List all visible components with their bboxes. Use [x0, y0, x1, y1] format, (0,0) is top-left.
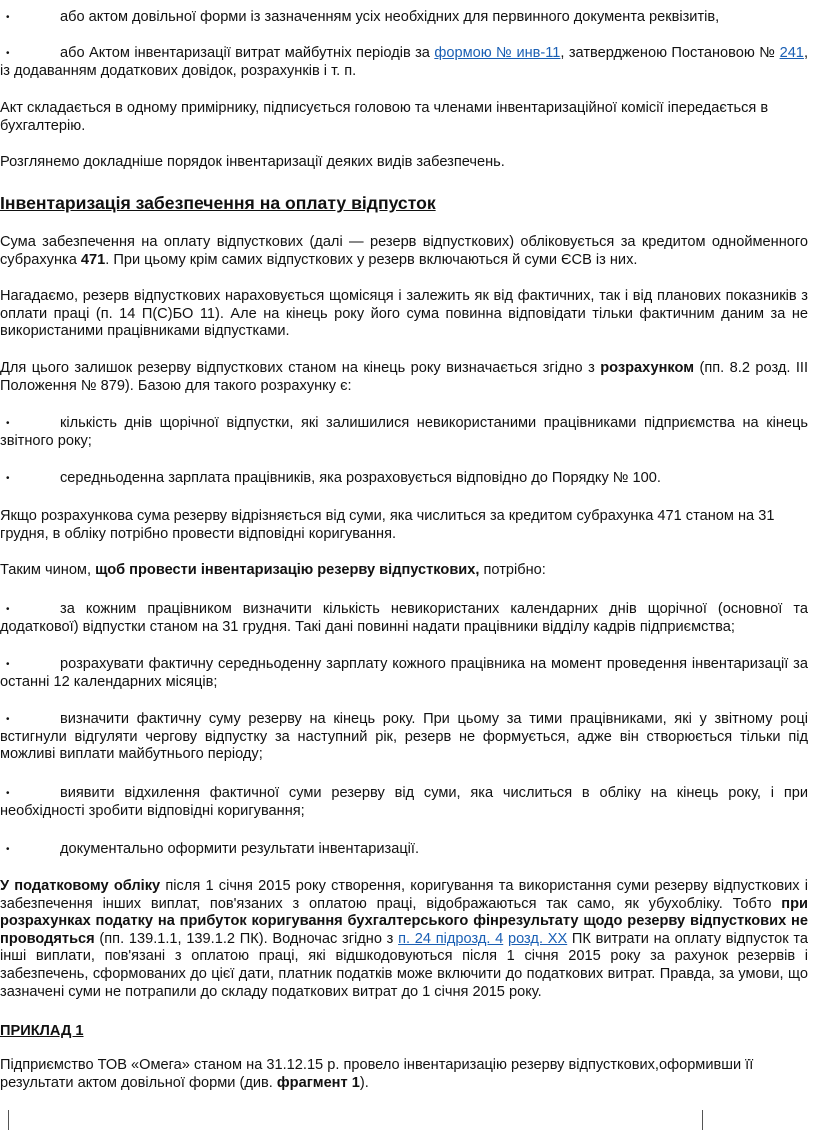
- list-item: [0, 9, 808, 27]
- text-run: ПК витрати на оплату відпусток та інші виплати, пов'язані з оплатою праці, які відшкодовуються після 1 січня 2015 року за рахунок резервів і забезпечень, сформованих до цієї дати, платник податків може включити до податкових витрат. Правда, за умови, що зазначені суми не потрапили до складу податкових витрат до 1 січня 2015 року.: [0, 930, 809, 1000]
- list-item: [0, 711, 808, 764]
- text-run: Підприємство ТОВ «Омега» станом на 31.12.15 р. провело інвентаризацію резерву відпусткових,оформивши її результати актом довільної форми (див.: [0, 1057, 754, 1091]
- list-item: [0, 841, 808, 859]
- list-item: [0, 470, 808, 488]
- text-run: потрібно:: [479, 562, 546, 578]
- text-run: Сума забезпечення на оплату відпусткових (далі — резерв відпусткових) обліковується за кредитом однойменного субрахунка: [0, 234, 808, 268]
- list-item-text: кількість днів щорічної відпустки, які залишилися невикористаними працівниками підприємства на кінець звітного року;: [0, 415, 808, 449]
- paragraph-balance: [0, 360, 808, 395]
- text-run: (пп. 139.1.1, 139.1.2 ПК). Водночас згідно з: [94, 930, 399, 947]
- paragraph-remind: Нагадаємо, резерв відпусткових нараховується щомісяця і залежить як від фактичних, так і від планових показників з оплати праці (п. 14 П(С)БО 11). Але на кінець року його сума повинна відповідати тільки фактичним даним за не використаними працівниками відпустками.: [0, 288, 808, 340]
- text-run: після 1 січня 2015 року створення, коригування та використання суми резерву відпусткових і забезпечення інших виплат, пов'язаних з оплатою праці, відображаються так само, як убухоблікy. Тобто: [0, 878, 808, 912]
- text-run: , затвердженою Постановою №: [560, 45, 780, 61]
- bullet-icon: •: [6, 714, 10, 725]
- text-run: , із додаванням додаткових довідок, розрахунків і т. п.: [0, 45, 808, 79]
- section-heading: Інвентаризація забезпечення на оплату відпусток: [0, 193, 436, 213]
- paragraph-thus: [0, 562, 808, 580]
- text-run: Для цього залишок резерву відпусткових станом на кінець року визначається згідно з: [0, 360, 601, 376]
- text-run: Таким чином,: [0, 562, 96, 578]
- list-item-text: виявити відхилення фактичної суми резерву від суми, яка числиться в обліку на кінець року, і при необхідності зробити відповідні коригування;: [0, 785, 808, 819]
- text-run-bold: щоб провести інвентаризацію резерву відпусткових,: [95, 562, 480, 578]
- paragraph-act: Акт складається в одному примірнику, підписується головою та членами інвентаризаційної комісії іпередається в бухгалтерію.: [0, 100, 769, 134]
- bullet-icon: •: [6, 473, 10, 484]
- text-run: ).: [359, 1074, 369, 1091]
- list-item: [0, 656, 808, 691]
- list-item-text: за кожним працівником визначити кількість невикористаних календарних днів щорічної (основної та додаткової) відпустки станом на 31 грудня. Такі дані повинні надати працівники відділу кадрів підприємства;: [0, 601, 808, 635]
- tax-code-section-xx-link[interactable]: розд. XX: [507, 930, 568, 947]
- list-item-text: середньоденна зарплата працівників, яка розраховується відповідно до Порядку № 100.: [60, 470, 661, 486]
- text-run-bold: фрагмент 1: [276, 1074, 360, 1091]
- bullet-icon: •: [6, 659, 10, 670]
- bullet-icon: •: [6, 844, 10, 855]
- bullet-icon: •: [6, 12, 10, 23]
- list-item: [0, 601, 808, 636]
- text-run-bold: 471: [80, 251, 106, 268]
- form-inv11-link[interactable]: формою № инв-11: [434, 45, 561, 61]
- paragraph-tax: [0, 878, 808, 1001]
- bullet-icon: •: [6, 604, 10, 615]
- resolution-241-link[interactable]: 241: [779, 45, 804, 61]
- bullet-icon: •: [6, 48, 10, 59]
- text-run: (пп. 8.2 розд. III Положення № 879). Базою для такого розрахунку є:: [0, 360, 808, 394]
- list-item-text: або актом довільної форми із зазначенням усіх необхідних для первинного документа реквізитів,: [60, 9, 720, 25]
- list-item-text: розрахувати фактичну середньоденну зарплату кожного працівника на момент проведення інвентаризації за останні 12 календарних місяців;: [0, 656, 808, 690]
- text-run-bold: У податковому обліку: [0, 878, 161, 894]
- bullet-icon: •: [6, 788, 10, 799]
- list-item: [0, 415, 808, 450]
- table-border-mark: [8, 1110, 9, 1130]
- paragraph-consider: Розглянемо докладніше порядок інвентаризації деяких видів забезпечень.: [0, 154, 505, 170]
- text-run: або Актом інвентаризації витрат майбутніх періодів за: [60, 45, 435, 61]
- list-item-text: [0, 45, 808, 80]
- text-run: . При цьому крім самих відпусткових у резерв включаються й суми ЄСВ із них.: [105, 251, 638, 268]
- text-run-bold: при розрахунках податку на прибуток коригування бухгалтерського фінрезультату щодо резерву відпусткових не проводяться: [0, 895, 808, 947]
- text-run-bold: розрахунком: [600, 360, 695, 376]
- example-title: ПРИКЛАД 1: [0, 1023, 84, 1039]
- list-item: [0, 45, 808, 80]
- paragraph-example: [0, 1057, 808, 1092]
- paragraph-sum: [0, 234, 808, 269]
- list-item-text: документально оформити результати інвентаризації.: [60, 841, 420, 857]
- tax-code-p24-link[interactable]: п. 24 підрозд. 4: [398, 930, 504, 947]
- paragraph-difference: Якщо розрахункова сума резерву відрізняється від суми, яка числиться за кредитом субрахунка 471 станом на 31 грудня, в обліку потрібно провести відповідні коригування.: [0, 508, 775, 542]
- table-border-mark: [702, 1110, 703, 1130]
- list-item-text: визначити фактичну суму резерву на кінець року. При цьому за тими працівниками, які у звітному році встигнули відгуляти чергову відпустку за наступний рік, резерв не формується, адже він створюється тільки під можливі виплати майбутнього періоду;: [0, 711, 808, 763]
- bullet-icon: •: [6, 418, 10, 429]
- list-item: [0, 785, 808, 820]
